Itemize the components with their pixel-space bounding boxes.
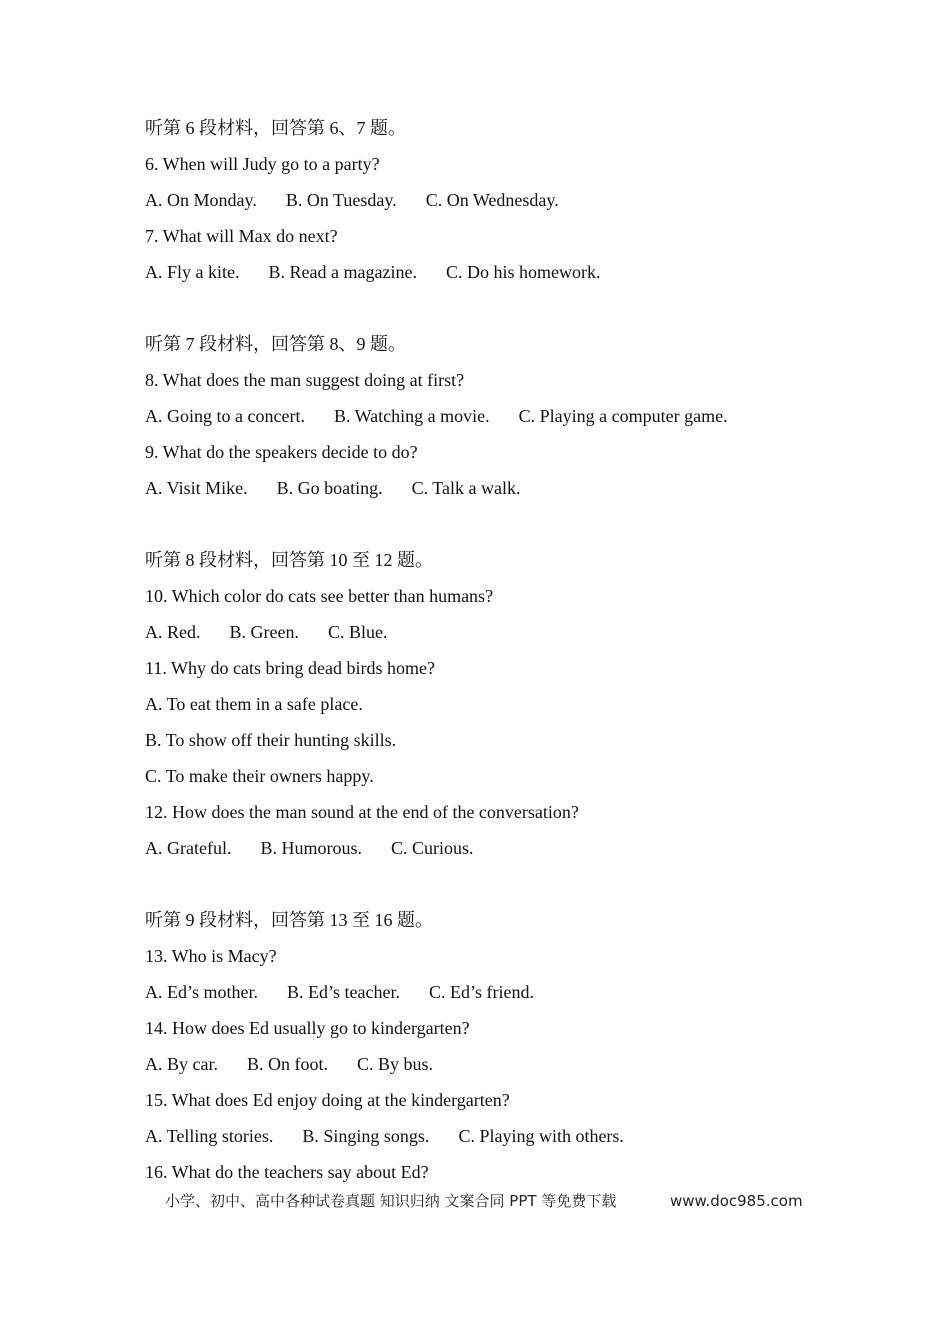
question-stem: 8. What does the man suggest doing at first? [145,370,465,390]
option: A. By car. [145,1054,218,1074]
option-row [145,474,845,510]
question-stem: 9. What do the speakers decide to do? [145,442,418,462]
option-row [145,1122,845,1158]
option: A. Telling stories. [145,1126,274,1146]
section-gap [145,510,845,546]
question-stem: 12. How does the man sound at the end of the conversation? [145,802,579,822]
exam-content [145,114,845,1194]
option: C. Talk a walk. [411,478,521,498]
section-header: 听第 7 段材料，回答第 8、9 题。 [145,334,406,354]
option-row [145,1050,845,1086]
question-stem: 11. Why do cats bring dead birds home? [145,658,435,678]
section-gap [145,294,845,330]
option: B. Singing songs. [302,1126,430,1146]
option: B. Humorous. [260,838,362,858]
question-stem: 6. When will Judy go to a party? [145,154,380,174]
footer-site-link[interactable]: www.doc985.com [670,1192,803,1210]
option: B. Ed’s teacher. [287,982,400,1002]
option: B. Go boating. [276,478,383,498]
option: C. Playing a computer game. [518,406,728,426]
section-gap [145,870,845,906]
option: A. Red. [145,622,201,642]
option: A. Fly a kite. [145,262,240,282]
option: B. To show off their hunting skills. [145,730,397,750]
section-header: 听第 6 段材料，回答第 6、7 题。 [145,118,406,138]
option: A. Grateful. [145,838,232,858]
option: C. By bus. [356,1054,434,1074]
option: A. Ed’s mother. [145,982,258,1002]
question-stem: 7. What will Max do next? [145,226,338,246]
option: B. On Tuesday. [285,190,397,210]
option-row [145,978,845,1014]
option: C. Curious. [390,838,474,858]
option: A. On Monday. [145,190,257,210]
option: C. Blue. [327,622,388,642]
option: B. Watching a movie. [333,406,490,426]
option: C. Playing with others. [458,1126,624,1146]
option: C. Ed’s friend. [428,982,534,1002]
option: B. Green. [229,622,299,642]
question-stem: 14. How does Ed usually go to kindergarten? [145,1018,470,1038]
option: A. To eat them in a safe place. [145,694,363,714]
question-stem: 15. What does Ed enjoy doing at the kindergarten? [145,1090,510,1110]
option: C. Do his homework. [445,262,601,282]
option-row [145,402,845,438]
option: B. Read a magazine. [268,262,417,282]
question-stem: 13. Who is Macy? [145,946,277,966]
footer-text: 小学、初中、高中各种试卷真题 知识归纳 文案合同 PPT 等免费下载 [165,1192,617,1210]
section-header: 听第 9 段材料，回答第 13 至 16 题。 [145,910,433,930]
page-footer [165,1189,805,1213]
option: C. To make their owners happy. [145,766,374,786]
option-row [145,834,845,870]
question-stem: 10. Which color do cats see better than humans? [145,586,494,606]
section-header: 听第 8 段材料，回答第 10 至 12 题。 [145,550,433,570]
option: A. Going to a concert. [145,406,305,426]
option-row [145,618,845,654]
option: A. Visit Mike. [145,478,248,498]
question-stem: 16. What do the teachers say about Ed? [145,1162,429,1182]
option-row [145,258,845,294]
option-row [145,186,845,222]
option: C. On Wednesday. [425,190,559,210]
option: B. On foot. [246,1054,328,1074]
